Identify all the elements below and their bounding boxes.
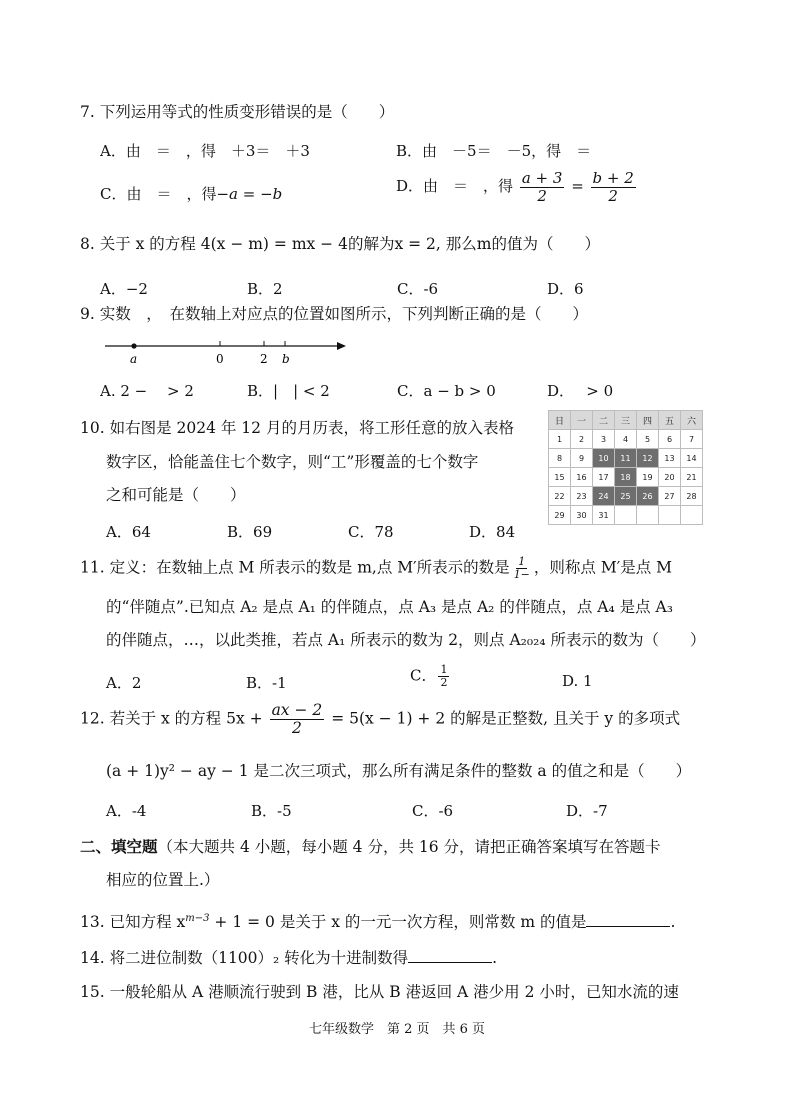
- calendar-row: [549, 506, 703, 525]
- label-2: 2: [260, 352, 268, 366]
- q12-option-c: C．-6: [412, 802, 454, 820]
- q12-line2: (a + 1)y² − ay − 1 是二次三项式，那么所有满足条件的整数 a 的值之和是（ ）: [106, 762, 692, 780]
- q7-option-a: A．由 ＝ ，得 ＋3＝ ＋3: [100, 142, 310, 160]
- calendar-cell: 13: [659, 449, 681, 468]
- calendar-cell-shaded: 18: [615, 468, 637, 487]
- calendar-cell: 15: [549, 468, 571, 487]
- calendar-cell: 8: [549, 449, 571, 468]
- calendar-cell: [659, 506, 681, 525]
- label-a: a: [130, 352, 138, 366]
- calendar-cell: 27: [659, 487, 681, 506]
- calendar-header-cell: 日: [549, 411, 571, 430]
- calendar-cell: 23: [571, 487, 593, 506]
- section2-desc-line2: 相应的位置上.）: [106, 871, 220, 889]
- label-b: b: [282, 352, 290, 366]
- q15-line1: 15. 一般轮船从 A 港顺流行驶到 B 港，比从 B 港返回 A 港少用 2 小时，已知水流的速: [80, 983, 679, 1001]
- q11-line3: 的伴随点，…，以此类推，若点 A₁ 所表示的数为 2，则点 A₂₀₂₄ 所表示的数为（ ）: [106, 631, 706, 649]
- q7-d-fraction-right: $\frac{b + 2}{2}$: [592, 169, 634, 205]
- q11-c-fraction: $\frac{1}{2}$: [440, 663, 448, 690]
- q11-line2: 的“伴随点”.已知点 A₂ 是点 A₁ 的伴随点，点 A₃ 是点 A₂ 的伴随点，点 A₄ 是点 A₃: [106, 598, 673, 616]
- q8-option-a: A．−2: [100, 280, 148, 298]
- q10-line3: 之和可能是（ ）: [106, 486, 246, 504]
- calendar-cell: 16: [571, 468, 593, 487]
- calendar-header-cell: 四: [637, 411, 659, 430]
- section2-heading: 二、填空题: [80, 837, 158, 856]
- calendar-cell: 7: [681, 430, 703, 449]
- q11-fraction: $\frac{1}{1-}$: [513, 555, 530, 582]
- q12-option-a: A．-4: [106, 802, 147, 820]
- calendar-cell: [681, 506, 703, 525]
- q10-option-b: B．69: [227, 523, 273, 541]
- q7-option-c: C．由 ＝ ，得−a = −b: [100, 185, 283, 203]
- page-footer: 七年级数学 第 2 页 共 6 页: [308, 1022, 486, 1037]
- calendar-cell-shaded: 25: [615, 487, 637, 506]
- calendar-cell-shaded: 26: [637, 487, 659, 506]
- q9-number-line: [100, 336, 360, 370]
- calendar-cell: [637, 506, 659, 525]
- calendar-row: [549, 487, 703, 506]
- q9-option-c: C．a − b > 0: [397, 382, 496, 400]
- calendar-cell-shaded: 12: [637, 449, 659, 468]
- q7-option-d: D．由 ＝ ，得 $\frac{a + 3}{2}$ = $\frac{b + 2}{2}$: [396, 169, 634, 205]
- calendar-cell-shaded: 24: [593, 487, 615, 506]
- section2-desc: （本大题共 4 小题，每小题 4 分，共 16 分，请把正确答案填写在答题卡: [157, 838, 661, 856]
- q8-option-b: B．2: [247, 280, 283, 298]
- calendar-header-cell: 五: [659, 411, 681, 430]
- q11-option-d: D. 1: [562, 672, 593, 690]
- calendar-cell: 29: [549, 506, 571, 525]
- label-0: 0: [216, 352, 224, 366]
- q13-answer-blank: [586, 912, 670, 927]
- q10-option-c: C．78: [348, 523, 394, 541]
- calendar-cell-shaded: 10: [593, 449, 615, 468]
- q11-option-c: C． $\frac{1}{2}$: [410, 663, 448, 690]
- calendar-cell: 3: [593, 430, 615, 449]
- calendar-row: [549, 449, 703, 468]
- q14-line: 14. 将二进位制数（1100）₂ 转化为十进制数得 .: [80, 949, 498, 967]
- q12-option-d: D．-7: [566, 802, 608, 820]
- calendar-row: [549, 468, 703, 487]
- calendar-header-row: [549, 411, 703, 430]
- calendar-cell: 14: [681, 449, 703, 468]
- q8-option-c: C．-6: [397, 280, 439, 298]
- q9-option-b: B．| | < 2: [247, 382, 330, 400]
- q13-line: 13. 已知方程 $x^{m-3} + 1 = 0$ 是关于 x 的一元一次方程，则常数 m 的值是 .: [80, 912, 676, 931]
- q12-line1: 12. 若关于 x 的方程 5x + $\frac{ax - 2}{2}$ = 5(x − 1) + 2 的解是正整数, 且关于 y 的多项式: [80, 701, 681, 738]
- q7-option-c-expr: −a = −b: [216, 185, 283, 203]
- calendar-cell: 17: [593, 468, 615, 487]
- calendar-cell: 21: [681, 468, 703, 487]
- calendar-cell: 6: [659, 430, 681, 449]
- q8-option-d: D．6: [547, 280, 584, 298]
- q11-option-b: B．-1: [246, 674, 287, 692]
- calendar-cell: 20: [659, 468, 681, 487]
- calendar-cell-shaded: 11: [615, 449, 637, 468]
- q10-option-d: D．84: [469, 523, 516, 541]
- calendar-cell: 9: [571, 449, 593, 468]
- q9-option-a: A. 2 − > 2: [100, 382, 194, 400]
- q11-option-a: A．2: [106, 674, 142, 692]
- calendar-cell: 2: [571, 430, 593, 449]
- calendar-cell: 5: [637, 430, 659, 449]
- calendar-header-cell: 三: [615, 411, 637, 430]
- q7-stem: 7. 下列运用等式的性质变形错误的是（ ）: [80, 103, 395, 121]
- q10-line2: 数字区，恰能盖住七个数字，则“工”形覆盖的七个数字: [106, 453, 479, 471]
- q12-fraction: $\frac{ax - 2}{2}$: [271, 701, 323, 738]
- q7-option-b: B．由 －5＝ －5，得 ＝: [396, 142, 592, 160]
- calendar-row: [549, 430, 703, 449]
- section2-heading-line: [80, 838, 661, 857]
- calendar-cell: [615, 506, 637, 525]
- q10-option-a: A．64: [106, 523, 151, 541]
- calendar-cell: 1: [549, 430, 571, 449]
- calendar-cell: 4: [615, 430, 637, 449]
- calendar-header-cell: 一: [571, 411, 593, 430]
- q7-d-fraction-left: $\frac{a + 3}{2}$: [521, 169, 563, 205]
- calendar-table: [548, 410, 703, 525]
- calendar-cell: 31: [593, 506, 615, 525]
- calendar-header-cell: 六: [681, 411, 703, 430]
- axis-arrow-icon: [337, 342, 346, 350]
- q9-option-d: D． > 0: [547, 382, 614, 400]
- calendar-cell: 22: [549, 487, 571, 506]
- q9-stem: 9. 实数 ， 在数轴上对应点的位置如图所示，下列判断正确的是（ ）: [80, 305, 588, 323]
- q14-answer-blank: [408, 948, 492, 963]
- calendar-cell: 28: [681, 487, 703, 506]
- calendar-header-cell: 二: [593, 411, 615, 430]
- calendar-cell: 19: [637, 468, 659, 487]
- point-a: [131, 343, 136, 348]
- q10-line1: 10. 如右图是 2024 年 12 月的月历表，将工形任意的放入表格: [80, 419, 514, 437]
- q11-line1: 11. 定义：在数轴上点 M 所表示的数是 m,点 M′所表示的数是 $\frac{1}{1-}$ ，则称点 M′是点 M: [80, 555, 673, 582]
- q8-stem: 8. 关于 x 的方程 4(x − m) = mx − 4的解为x = 2, 那么m的值为（ ）: [80, 235, 600, 253]
- q12-option-b: B．-5: [251, 802, 292, 820]
- calendar-cell: 30: [571, 506, 593, 525]
